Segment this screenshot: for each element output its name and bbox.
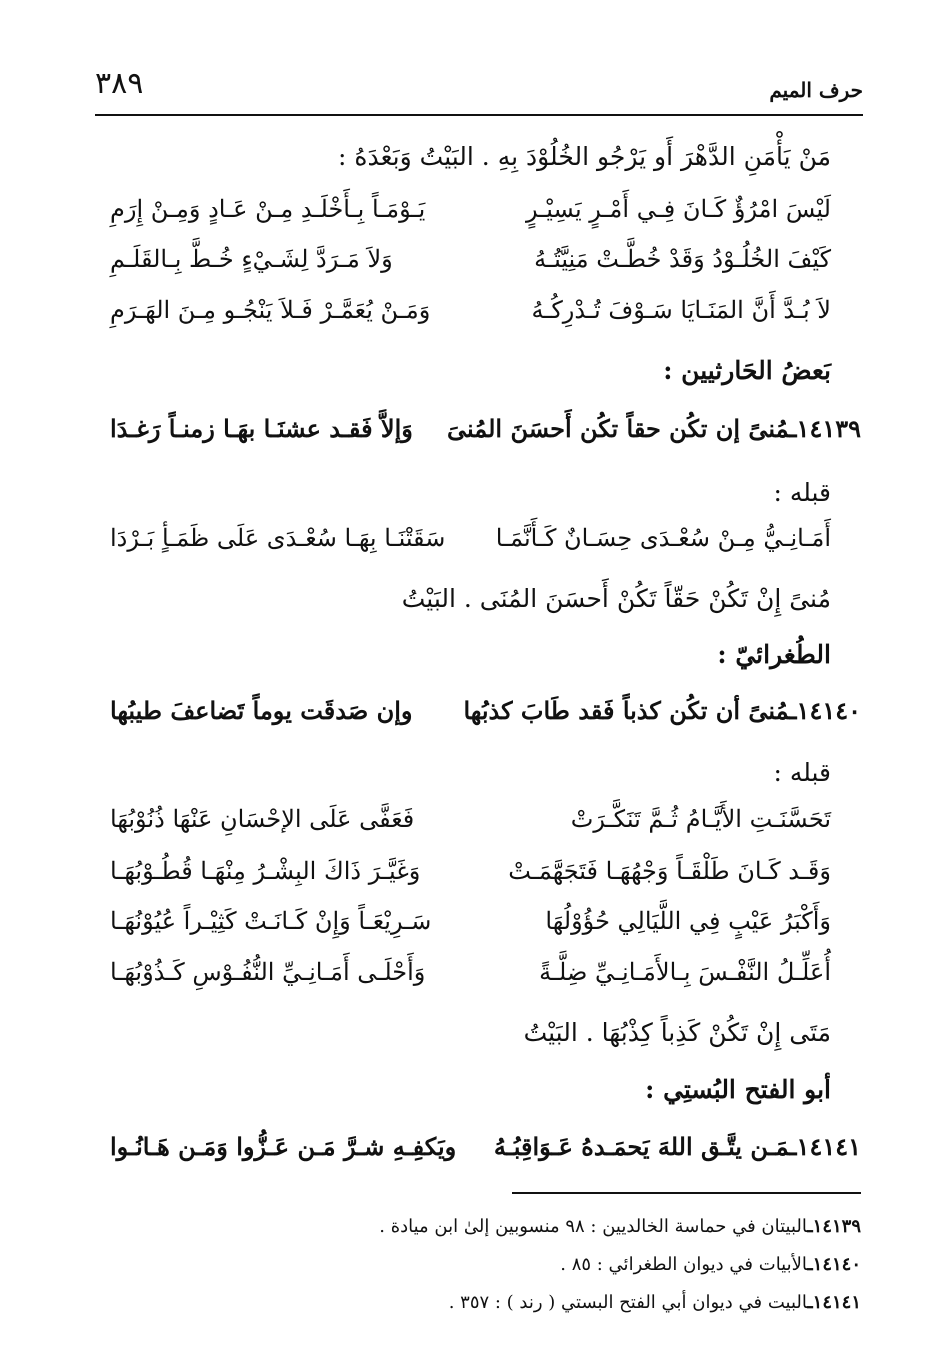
entry-first-hemistich (494, 1132, 861, 1161)
entry-first-text: مَـن يتَّـق اللهَ يَحمَـدهُ عَـوَاقِبُـهُ (493, 1132, 790, 1161)
footnote-number: ١٤١٣٩ـ (807, 1216, 861, 1237)
entry-14141 (110, 1132, 861, 1172)
poet-heading-1: بَعضُ الحَارثيين : (663, 356, 831, 385)
hemistich-second: فَعَفَّى عَلَى الإحْسَانِ عَنْهَا ذُنُوْبُهَا (110, 805, 415, 833)
verse-b (110, 524, 861, 564)
footnote-number: ١٤١٤١ـ (807, 1292, 861, 1313)
footnote-text: البيت في ديوان أبي الفتح البستي ( رند ) : ٣٥٧ . (448, 1292, 808, 1313)
entry-first-hemistich (447, 414, 861, 443)
qablahu-1: قبله : (773, 478, 831, 507)
footnote-text: البيتان في حماسة الخالديين : ٩٨ منسوبين إلىٰ ابن ميادة . (379, 1216, 808, 1237)
footnote-number: ١٤١٤٠ـ (807, 1254, 861, 1275)
entry-number: ١٤١٣٩ـ (789, 414, 861, 443)
line-c: مَتَى إِنْ تَكُنْ كَذِباً كِذْبُهَا . البَيْتُ (523, 1018, 831, 1047)
verse-c-4 (110, 958, 861, 998)
entry-number: ١٤١٤٠ـ (789, 696, 861, 725)
hemistich-second: وَغَيَّـرَ ذَاكَ البِشْـرُ مِنْهَـا قُطُـوْبُهَـا (110, 857, 421, 885)
footnote-1 (200, 1216, 861, 1237)
entry-second-hemistich: وَإلاَّ فَقـد عشنَـا بهَـا زمنـاً رَغـدَا (110, 414, 413, 443)
entry-number: ١٤١٤١ـ (789, 1132, 861, 1161)
entry-first-text: مُنىً أن تكُن كذباً فَقد طَابَ كذبُها (463, 696, 790, 725)
hemistich-first: لاَ بُـدَّ أَنَّ المَنَـايَا سَـوْفَ تُـدْرِكُـهُ (531, 296, 831, 324)
hemistich-second: يَـوْمَـاً بِـأَخْلَـدِ مِـنْ عَـادٍ وَمِـنْ إِرَمِ (110, 195, 426, 223)
poet-heading-3: أبو الفتح البُستِي : (645, 1075, 831, 1104)
entry-first-text: مُنىً إن تكُن حقاً تكُن أَحسَنَ المُنىَ (446, 414, 790, 443)
page-number: ٣٨٩ (95, 66, 144, 101)
running-head (95, 66, 863, 110)
hemistich-first: كَيْفَ الخُلُـوْدُ وَقَدْ خُطَّـتْ مَنِيَّتُـهُ (534, 245, 831, 273)
verse-a-2 (110, 245, 861, 285)
footnote-2 (200, 1254, 861, 1275)
hemistich-first: أَمَـانِـيُّ مِـنْ سُعْـدَى حِسَـانٌ كَـأَنَّمَـا (495, 524, 831, 552)
running-title: حرف الميم (769, 78, 863, 102)
header-rule (95, 114, 863, 116)
hemistich-second: وَأَحْلَـى أَمَـانِـيِّ النُّفُـوْسِ كَـذُوْبُهَـا (110, 958, 426, 986)
hemistich-second: وَمَـنْ يُعَمَّـرْ فَـلاَ يَنْجُـو مِـنَ الهَـرَمِ (110, 296, 431, 324)
hemistich-second: سَقَتْنَـا بِهَـا سُعْـدَى عَلَى ظَمَـأٍ بَـرْدَا (110, 524, 446, 552)
entry-14139 (110, 414, 861, 454)
verse-a-1 (110, 195, 861, 235)
verse-c-3 (110, 907, 861, 947)
footnote-3 (200, 1292, 861, 1313)
footnote-rule (512, 1192, 861, 1194)
hemistich-first: وَأَكْبَرُ عَيْبٍ فِي اللَّيَالِي حُؤُوْلُهَا (545, 907, 831, 935)
footnote-text: الأبيات في ديوان الطغرائي : ٨٥ . (560, 1254, 808, 1275)
hemistich-first: تَحَسَّنَـتِ الأَيَّـامُ ثُـمَّ تَنَكَّـرَتْ (570, 805, 831, 833)
entry-second-hemistich: وإن صَدقَت يوماً تَضاعفَ طيبُها (110, 696, 413, 725)
qablahu-2: قبله : (773, 758, 831, 787)
entry-first-hemistich (463, 696, 861, 725)
hemistich-second: سَـرِيْعَـاً وَإِنْ كَـانَـتْ كَثِيْـراً عُيُوْنُهَـا (110, 907, 432, 935)
verse-c-1 (110, 805, 861, 845)
verse-a-3 (110, 296, 861, 336)
entry-14140 (110, 696, 861, 736)
hemistich-second: وَلاَ مَـرَدَّ لِشَـيْءٍ خُـطَّ بِـالقَلَـمِ (110, 245, 393, 273)
intro-line: مَنْ يَأْمَنِ الدَّهْرَ أَو يَرْجُو الخُلُوْدَ بِهِ . البَيْتُ وَبَعْدَهُ : (338, 142, 831, 171)
hemistich-first: وَقَـد كَـانَ طَلْقَـاً وَجْهُهَـا فَتَجَهَّمَـتْ (508, 857, 831, 885)
verse-c-2 (110, 857, 861, 897)
hemistich-first: لَيْسَ امْرُؤٌ كَـانَ فِـي أَمْـرٍ يَسِيْـرٍ (526, 195, 831, 223)
line-b: مُنىً إِنْ تَكُنْ حَقّاً تَكُنْ أَحسَنَ المُنَى . البَيْتُ (401, 584, 831, 613)
hemistich-first: أُعَلِّـلُ النَّفْـسَ بِـالأَمَـانِـيِّ ضِلَّـةً (539, 958, 831, 986)
entry-second-hemistich: ويَكفِـهِ شـرَّ مَـن عَـزُّوا وَمَـن هَـانُـوا (110, 1132, 457, 1161)
poet-heading-2: الطُغرائيّ : (717, 640, 831, 669)
